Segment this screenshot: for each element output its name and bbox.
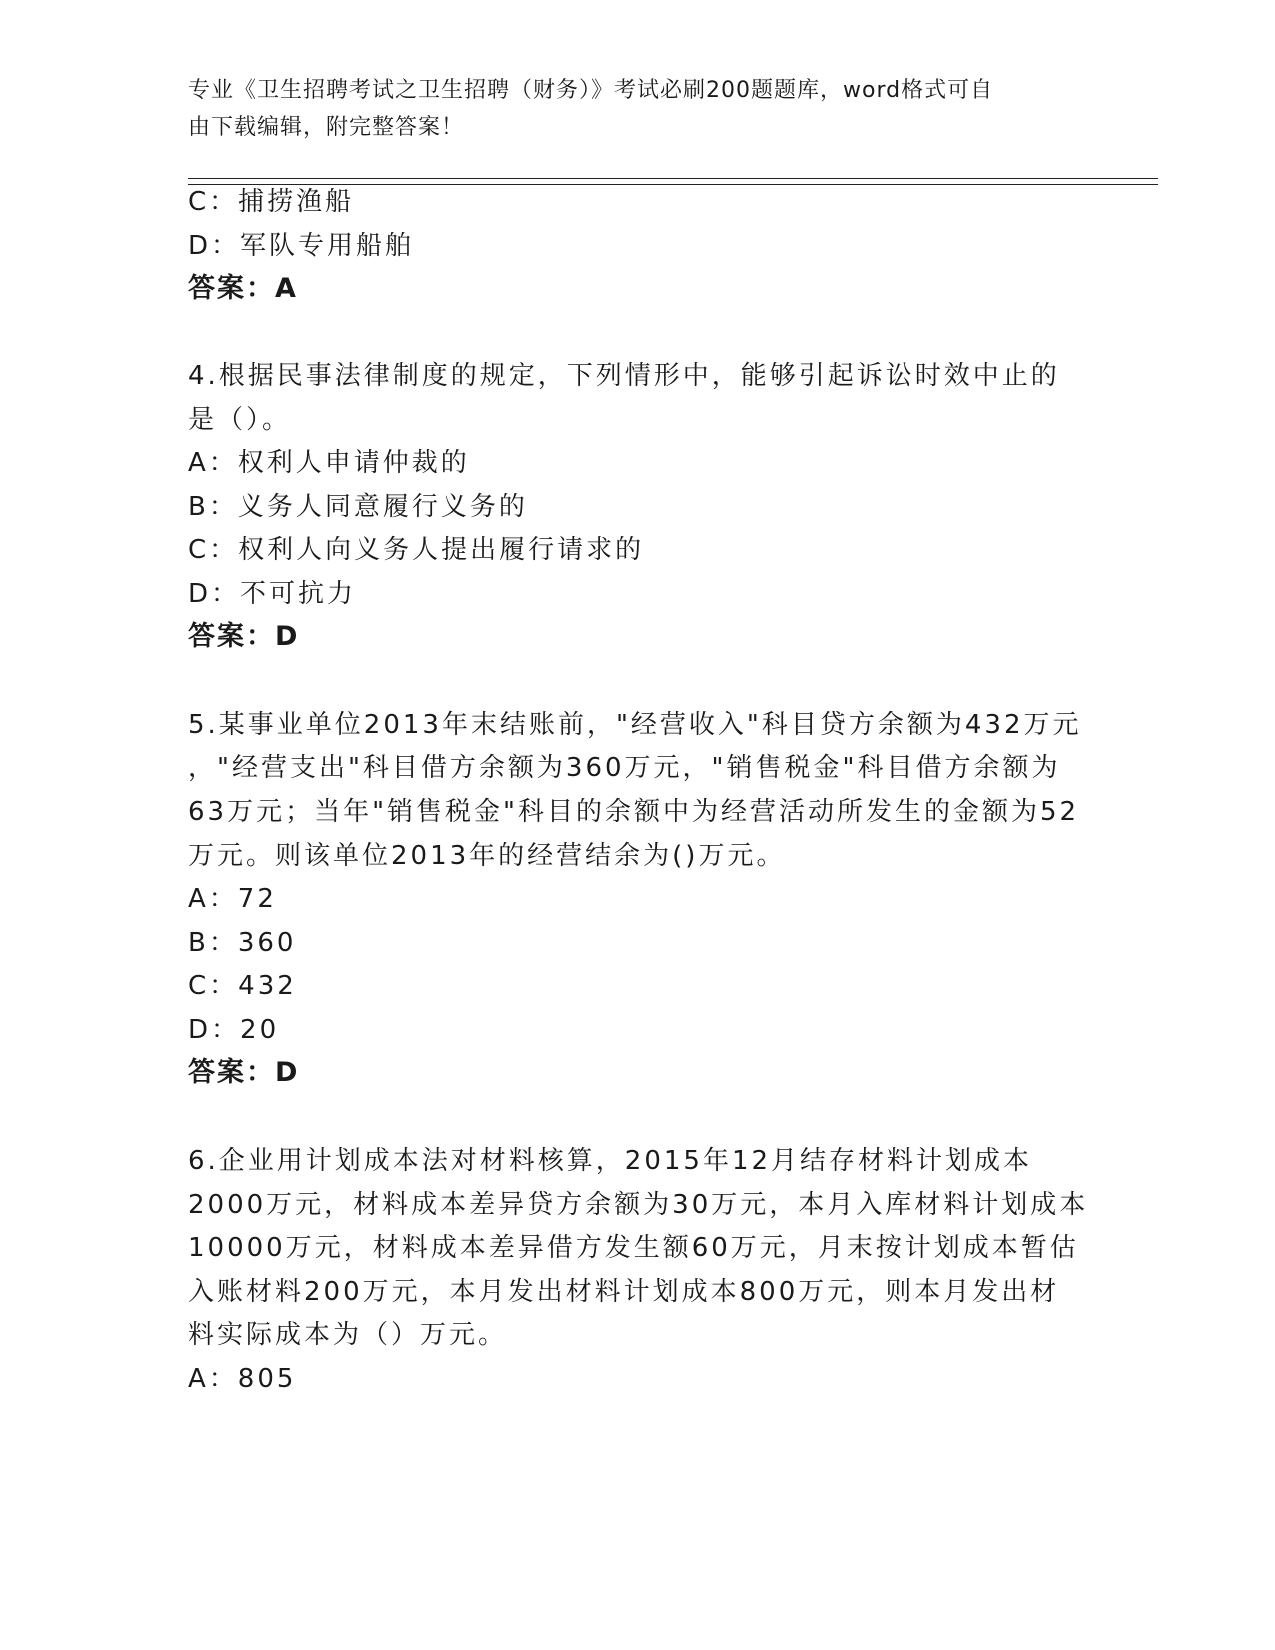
q5-option-a: A：72 (188, 884, 277, 914)
q5-text-line-3: 63万元；当年"销售税金"科目的余额中为经营活动所发生的金额为52 (188, 797, 1080, 827)
q4-text-line-2: 是（）。 (188, 405, 292, 435)
q4-text-line-1: 4.根据民事法律制度的规定，下列情形中，能够引起诉讼时效中止的 (188, 361, 1060, 391)
q4-option-d: D：不可抗力 (188, 579, 357, 609)
document-header (188, 72, 1068, 146)
q5-option-b: B：360 (188, 928, 297, 958)
q6-text-line-5: 料实际成本为（）万元。 (188, 1320, 508, 1350)
q6-text-line-2: 2000万元，材料成本差异贷方余额为30万元，本月入库材料计划成本 (188, 1190, 1089, 1220)
q5-text-line-2: ，"经营支出"科目借方余额为360万元，"销售税金"科目借方余额为 (188, 753, 1061, 783)
q5-text-line-4: 万元。则该单位2013年的经营结余为()万元。 (188, 841, 786, 871)
q4-option-a: A：权利人申请仲裁的 (188, 448, 470, 478)
q5-answer: 答案：D (188, 1057, 300, 1088)
header-line-1: 专业《卫生招聘考试之卫生招聘（财务）》考试必刷200题题库，word格式可自 (188, 78, 994, 103)
q4-option-b: B：义务人同意履行义务的 (188, 492, 528, 522)
q6-option-a: A：805 (188, 1364, 297, 1394)
q6-text-line-1: 6.企业用计划成本法对材料核算，2015年12月结存材料计划成本 (188, 1146, 1033, 1176)
prev-answer: 答案：A (188, 273, 298, 304)
prev-option-d: D：军队专用船舶 (188, 231, 415, 261)
q4-option-c: C：权利人向义务人提出履行请求的 (188, 535, 645, 565)
q5-option-d: D：20 (188, 1015, 280, 1045)
q6-text-line-4: 入账材料200万元，本月发出材料计划成本800万元，则本月发出材 (188, 1277, 1060, 1307)
prev-option-c: C：捕捞渔船 (188, 187, 355, 217)
q5-option-c: C：432 (188, 971, 297, 1001)
header-line-2: 由下载编辑，附完整答案！ (188, 115, 465, 140)
q4-answer: 答案：D (188, 621, 300, 652)
q5-text-line-1: 5.某事业单位2013年末结账前，"经营收入"科目贷方余额为432万元 (188, 710, 1082, 740)
q6-text-line-3: 10000万元，材料成本差异借方发生额60万元，月末按计划成本暂估 (188, 1233, 1079, 1263)
